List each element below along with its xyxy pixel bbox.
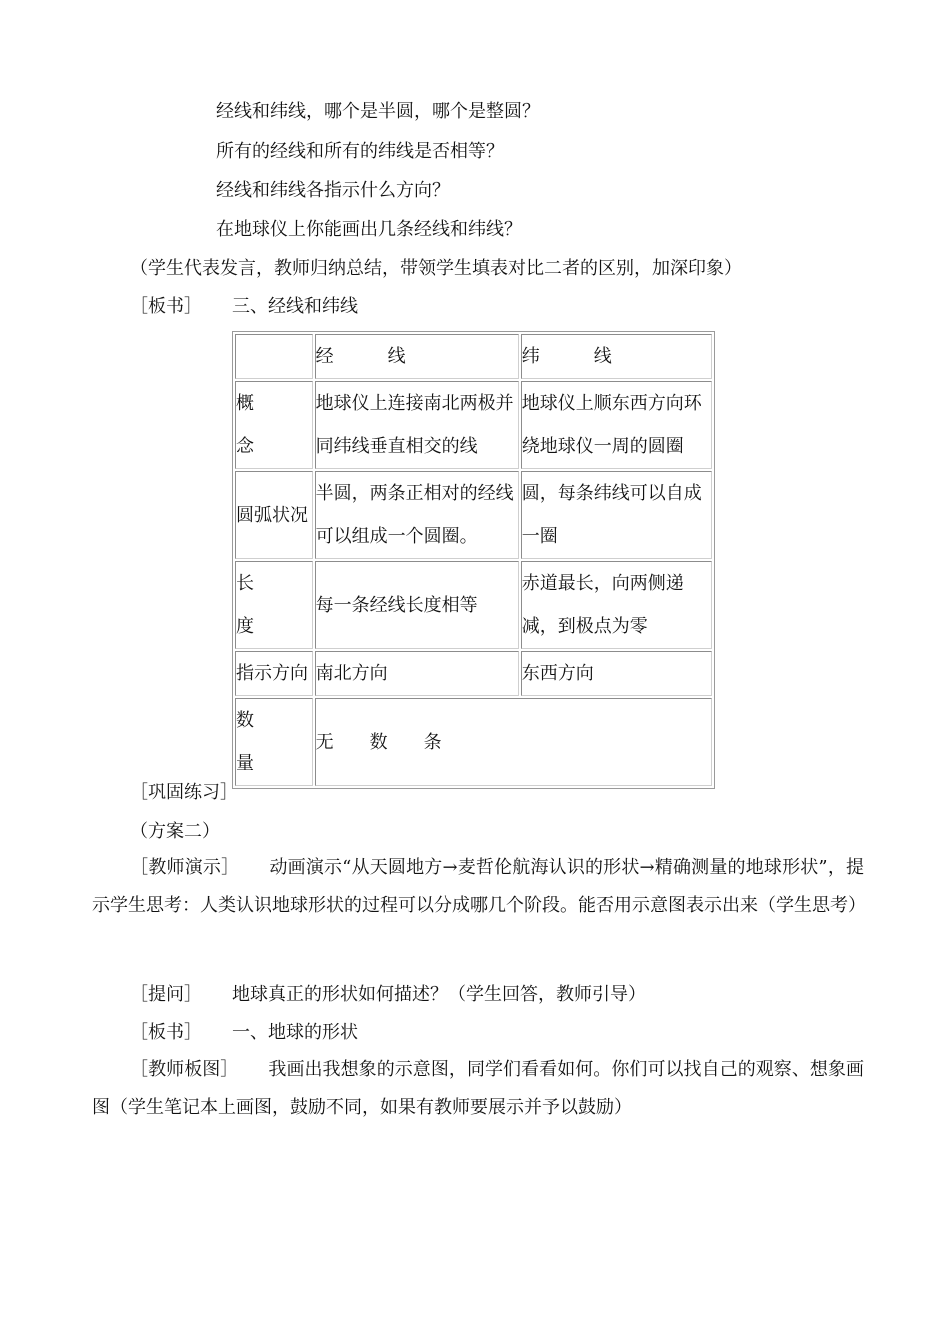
cell-wei-length: 赤道最长，向两侧递减，到极点为零 xyxy=(521,561,712,649)
board-text: 三、经线和纬线 xyxy=(232,296,358,317)
drawing-text: 我画出我想象的示意图，同学们看看如何。你们可以找自己的观察、想象画图（学生笔记本上画图，鼓励不同，如果有教师要展示并予以鼓励） xyxy=(92,1059,865,1118)
student-note: （学生代表发言，教师归纳总结，带领学生填表对比二者的区别，加深印象） xyxy=(130,258,742,279)
teacher-demo-paragraph xyxy=(92,849,864,925)
table-header-row xyxy=(235,334,712,379)
table-row xyxy=(235,698,712,786)
row-label-count: 数 量 xyxy=(235,698,313,786)
comparison-table xyxy=(232,331,715,789)
board-text-2: 一、地球的形状 xyxy=(232,1022,358,1043)
question-tag: ［提问］ xyxy=(130,984,202,1005)
cell-jing-direction: 南北方向 xyxy=(315,651,519,696)
demo-text: 动画演示“从天圆地方→麦哲伦航海认识的形状→精确测量的地球形状”，提示学生思考：人类认识地球形状的过程可以分成哪几个阶段。能否用示意图表示出来（学生思考） xyxy=(92,857,866,916)
cell-wei-arc: 圆，每条纬线可以自成一圈 xyxy=(521,471,712,559)
plan-two: （方案二） xyxy=(130,821,220,842)
question-3: 经线和纬线各指示什么方向？ xyxy=(216,180,450,201)
row-label-concept: 概 念 xyxy=(235,381,313,469)
cell-jing-arc: 半圆，两条正相对的经线可以组成一个圆圈。 xyxy=(315,471,519,559)
row-label-length: 长 度 xyxy=(235,561,313,649)
cell-jing-length: 每一条经线长度相等 xyxy=(315,561,519,649)
board-heading-2 xyxy=(130,1021,358,1045)
header-cell-empty xyxy=(235,334,313,379)
cell-jing-concept: 地球仪上连接南北两极并同纬线垂直相交的线 xyxy=(315,381,519,469)
teacher-drawing-paragraph xyxy=(92,1051,864,1127)
cell-count-merged: 无 数 条 xyxy=(315,698,712,786)
demo-tag: ［教师演示］ xyxy=(130,857,240,878)
table-row xyxy=(235,561,712,649)
board-tag-2: ［板书］ xyxy=(130,1022,202,1043)
table-row xyxy=(235,471,712,559)
question-heading xyxy=(130,983,646,1007)
question-2: 所有的经线和所有的纬线是否相等？ xyxy=(216,141,504,162)
cell-wei-concept: 地球仪上顺东西方向环绕地球仪一周的圆圈 xyxy=(521,381,712,469)
board-tag: ［板书］ xyxy=(130,296,202,317)
cell-wei-direction: 东西方向 xyxy=(521,651,712,696)
header-cell-jingxian: 经 线 xyxy=(315,334,519,379)
table-row xyxy=(235,651,712,696)
question-4: 在地球仪上你能画出几条经线和纬线？ xyxy=(216,219,522,240)
drawing-tag: ［教师板图］ xyxy=(130,1059,239,1080)
board-heading-1 xyxy=(130,295,358,319)
row-label-direction: 指示方向 xyxy=(235,651,313,696)
header-cell-weixian: 纬 线 xyxy=(521,334,712,379)
question-1: 经线和纬线，哪个是半圆，哪个是整圆？ xyxy=(216,101,540,122)
table-row xyxy=(235,381,712,469)
practice-heading: ［巩固练习］ xyxy=(130,782,238,803)
question-text: 地球真正的形状如何描述？（学生回答，教师引导） xyxy=(232,984,646,1005)
row-label-arc: 圆弧状况 xyxy=(235,471,313,559)
